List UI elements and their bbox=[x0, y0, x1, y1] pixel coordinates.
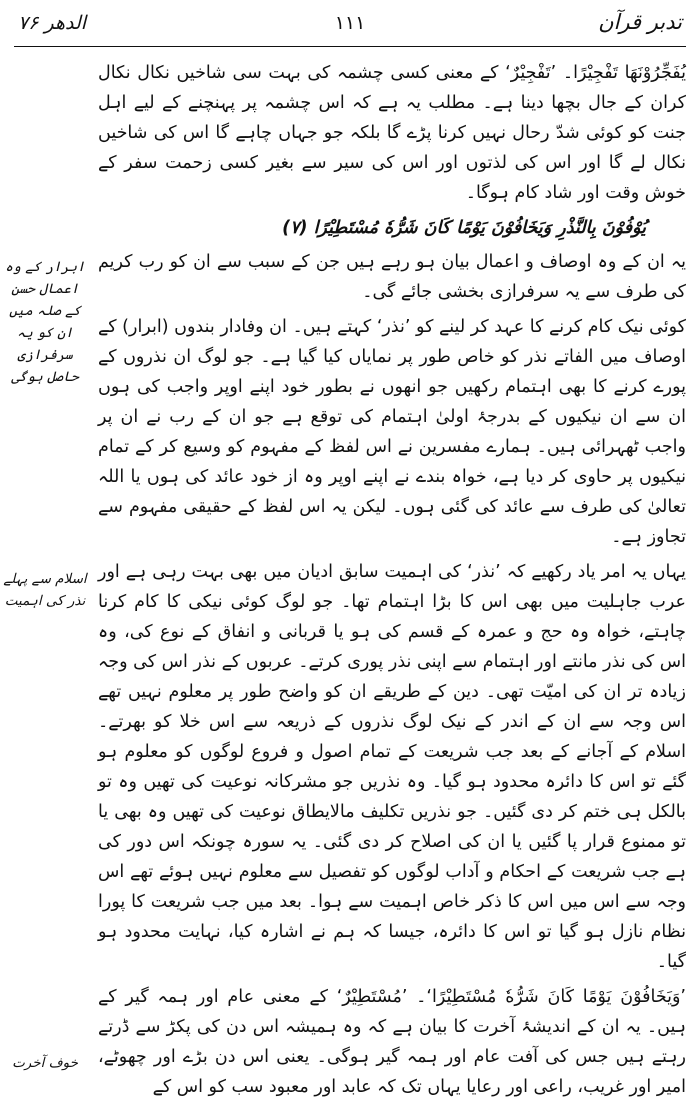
paragraph-3: کوئی نیک کام کرنے کا عہد کر لینے کو ’نذر‘ کہتے ہیں۔ ان وفادار بندوں (ابرار) کے اوصاف میں الفاتے نذر کو خاص طور پر نمایاں کیا گیا ہے۔ جو لوگ ان نذروں کے پورے کرنے کا بھی اہتمام رکھیں جو انھوں نے بطور خود اپنے اوپر واجب کی ہوں ان سے ان نیکیوں کے بدرجۂ اولیٰ اہتمام کی توقع ہے جو ان کے رب نے ان پر واجب ٹھہرائی ہیں۔ ہمارے مفسرین نے اس لفظ کے مفہوم کو وسیع کر کے تمام نیکیوں پر حاوی کر دیا ہے، خواہ بندے نے اپنے اوپر وہ از خود عائد کی ہوں یا اللہ تعالیٰ کی طرف سے عائد کی گئی ہوں۔ لیکن یہ اس لفظ کے حقیقی مفہوم سے تجاوز ہے۔ bbox=[98, 317, 686, 547]
main-text bbox=[98, 58, 686, 1107]
paragraph-5: ’وَیَخَافُوْنَ یَوْمًا کَانَ شَرُّهٗ مُسْتَطِیْرًا‘۔ ’مُسْتَطِیْرٌ‘ کے معنی عام اور ہمہ گیر کے ہیں۔ یہ ان کے اندیشۂ آخرت کا بیان ہے کہ وہ ہمیشہ اس دن کی پکڑ سے ڈرتے رہتے ہیں جس کی آفت عام اور ہمہ گیر ہوگی۔ یعنی اس دن بڑے اور چھوٹے، امیر اور غریب، راعی اور رعایا یہاں تک کہ عابد اور معبود سب کو اس کے bbox=[98, 987, 686, 1097]
book-title: تدبر قرآن bbox=[598, 10, 682, 34]
verse-7: یُوْفُوْنَ بِالنَّذْرِ وَیَخَافُوْنَ یَوْمًا کَانَ شَرُّهٗ مُسْتَطِیْرًا (۷) bbox=[282, 218, 646, 238]
margin-note-1: ابرار کے وہ اعمال حسن کے صلہ میں ان کو یہ سرفرازی حاصل ہوگی bbox=[5, 259, 85, 385]
margin-note-2: اسلام سے پہلے نذر کی اہمیت bbox=[3, 571, 87, 609]
page-number: ۱۱۱ bbox=[334, 12, 366, 34]
margin-note-3: خوف آخرت bbox=[12, 1055, 78, 1071]
paragraph-2: یہ ان کے وہ اوصاف و اعمال بیان ہو رہے ہیں جن کے سبب سے ان کو رب کریم کی طرف سے یہ سرفرازی بخشی جائے گی۔ bbox=[98, 252, 686, 302]
surah-reference: الدھر ۷۶ bbox=[18, 12, 87, 34]
paragraph-4: یہاں یہ امر یاد رکھیے کہ ’نذر‘ کی اہمیت سابق ادیان میں بھی بہت رہی ہے اور عرب جاہلیت میں بھی اس کا بڑا اہتمام تھا۔ جو لوگ کوئی نیکی کا کام کرنا چاہتے، خواہ وہ حج و عمرہ کے قسم کی ہو یا قربانی و انفاق کے نوع کی، وہ اس کی نذر مانتے اور اہتمام سے اپنی نذر پوری کرتے۔ عربوں کے نذر اس کی وجہ زیادہ تر ان کی امیّت تھی۔ دین کے طریقے ان کو واضح طور پر معلوم نہیں تھے اس وجہ سے ان کے اندر کے نیک لوگ نذروں کے ذریعہ سے اس خلا کو بھرتے۔ اسلام کے آجانے کے بعد جب شریعت کے تمام اصول و فروع لوگوں کو معلوم ہو گئے تو اس کا دائرہ محدود ہو گیا۔ وہ نذریں جو مشرکانہ نوعیت کی تھیں وہ تو بالکل ہی ختم کر دی گئیں۔ جو نذریں تکلیف مالایطاق نوعیت کی تھیں وہ بھی یا تو ممنوع قرار پا گئیں یا ان کی اصلاح کر دی گئی۔ یہ سورہ چونکہ اس دور کی ہے جب شریعت کے احکام و آداب لوگوں کو تفصیل سے معلوم نہیں ہوئے تھے اس وجہ سے اس میں اس کا ذکر خاص اہمیت سے ہوا۔ بعد میں جب شریعت کا پورا نظام نازل ہو گیا تو اس کا دائرہ، جیسا کہ ہم نے اشارہ کیا، نہایت محدود ہو گیا۔ bbox=[98, 562, 686, 972]
paragraph-1: یُفَجِّرُوْنَهَا تَفْجِیْرًا۔ ’تَفْجِیْرٌ‘ کے معنی کسی چشمہ کی بہت سی شاخیں نکال نکال کران کے جال بچھا دینا ہے۔ مطلب یہ ہے کہ اس چشمہ پر پہنچنے کے لیے اہل جنت کو کوئی شدّ رحال نہیں کرنا پڑے گا بلکہ جو جہاں چاہے گا اس کی شاخیں نکال لے گا اور اس کی لذتوں اور اس کی سیر سے بغیر کسی زحمت سفر کے خوش وقت اور شاد کام ہوگا۔ bbox=[98, 63, 686, 203]
page-header bbox=[14, 8, 686, 47]
